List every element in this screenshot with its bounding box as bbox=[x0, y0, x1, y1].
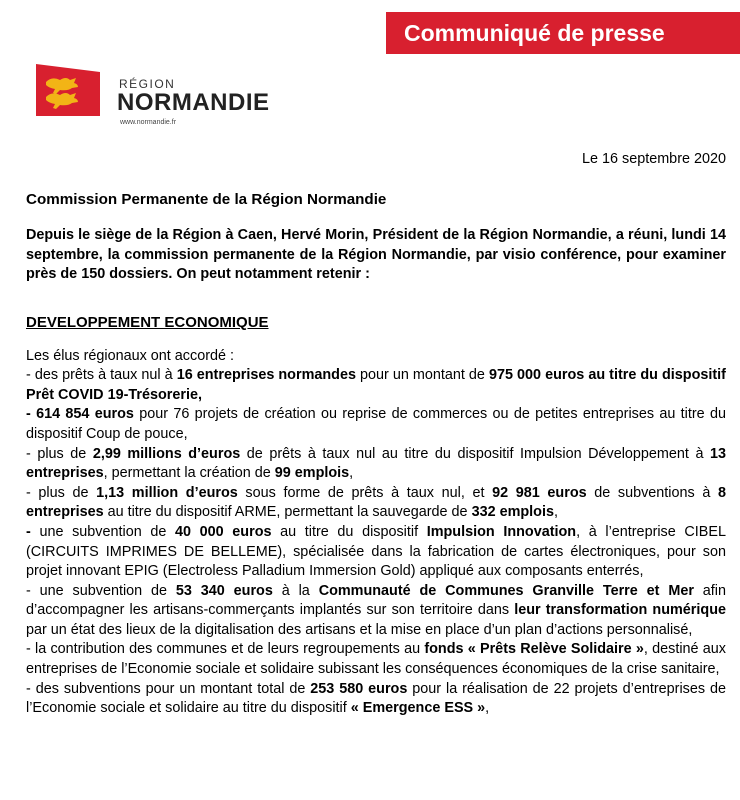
bold-text-run: 253 580 euros bbox=[310, 680, 408, 697]
bold-text-run: 1,13 million d’euros bbox=[96, 484, 238, 501]
text-run: - une subvention de bbox=[26, 582, 176, 599]
list-item bbox=[26, 484, 726, 523]
decision-list bbox=[26, 366, 726, 719]
logo-region-label: RÉGION bbox=[119, 77, 176, 91]
text-run: - plus de bbox=[26, 445, 93, 462]
list-item bbox=[26, 405, 726, 444]
bold-text-run: 16 entreprises normandes bbox=[176, 367, 356, 384]
lead-sentence: Les élus régionaux ont accordé : bbox=[26, 347, 234, 364]
text-run: pour la réalisation de 22 projets d’entreprises de l’Economie sociale et solidaire au titre du dispositif bbox=[26, 680, 726, 717]
text-run: au titre du dispositif bbox=[271, 523, 427, 540]
bold-text-run: 40 000 euros bbox=[175, 523, 272, 540]
list-item bbox=[26, 582, 726, 641]
text-run: une subvention de bbox=[39, 523, 175, 540]
banner-label: Communiqué de presse bbox=[404, 20, 665, 46]
text-run: , à l’entreprise CIBEL (CIRCUITS IMPRIMES DE BELLEME), spécialisée dans la fabrication de cartes électroniques, pour son projet innovant EPIG (Electroless Palladium Immersion Gold) appliqué aux composants enterrés, bbox=[26, 523, 726, 580]
bold-text-run: 92 981 euros bbox=[492, 484, 587, 501]
bold-text-run: 13 entreprises bbox=[26, 445, 727, 482]
text-run: , bbox=[349, 465, 354, 482]
text-run: de subventions à bbox=[586, 484, 718, 501]
bold-text-run: 8 entreprises bbox=[26, 484, 726, 521]
document-title: Commission Permanente de la Région Normandie bbox=[26, 190, 387, 208]
bold-text-run: Communauté de Communes Granville Terre et Mer bbox=[318, 582, 694, 599]
text-run: , bbox=[553, 504, 558, 521]
intro-paragraph: Depuis le siège de la Région à Caen, Hervé Morin, Président de la Région Normandie, a réuni, lundi 14 septembre, la commission permanente de la Région Normandie, par visio conférence, pour examiner près de 150 dossiers. On peut notamment retenir : bbox=[26, 227, 726, 283]
press-release-body bbox=[26, 150, 726, 719]
text-run: sous forme de prêts à taux nul, et bbox=[237, 484, 493, 501]
text-run: à la bbox=[272, 582, 319, 599]
bold-text-run: - bbox=[26, 523, 40, 540]
text-run: - plus de bbox=[26, 484, 97, 501]
text-run: - la contribution des communes et de leurs regroupements au bbox=[26, 641, 425, 658]
text-run: afin d’accompagner les artisans-commerçants implantés sur son territoire dans bbox=[26, 582, 726, 619]
bold-text-run: « Emergence ESS » bbox=[350, 700, 486, 717]
text-run: pour un montant de bbox=[355, 367, 489, 384]
bold-text-run: leur transformation numérique bbox=[514, 602, 726, 619]
bold-text-run: 975 000 euros au titre du dispositif Prêt COVID 19-Trésorerie, bbox=[26, 367, 726, 403]
section-heading: DEVELOPPEMENT ECONOMIQUE bbox=[26, 313, 269, 331]
text-run: pour 76 projets de création ou reprise de commerces ou de petites entreprises au titre du dispositif Coup de pouce, bbox=[26, 406, 726, 442]
bold-text-run: - 614 854 euros bbox=[26, 406, 134, 423]
bold-text-run: 332 emplois bbox=[471, 504, 554, 521]
text-run: , bbox=[485, 700, 490, 717]
text-run: - des subventions pour un montant total de bbox=[26, 680, 311, 697]
release-date: Le 16 septembre 2020 bbox=[581, 151, 726, 167]
text-run: , destiné aux entreprises de l’Economie sociale et solidaire subissant les conséquences économiques de la crise sanitaire, bbox=[26, 641, 726, 678]
text-run: au titre du dispositif ARME, permettant la sauvegarde de bbox=[103, 504, 472, 521]
list-item bbox=[26, 445, 726, 484]
text-run: par un état des lieux de la digitalisation des artisans et la mise en place d’un plan d’actions personnalisé, bbox=[26, 621, 693, 638]
text-run: de prêts à taux nul au titre du dispositif Impulsion Développement à bbox=[240, 445, 710, 462]
list-item bbox=[26, 523, 726, 582]
list-item bbox=[26, 680, 726, 719]
bold-text-run: 53 340 euros bbox=[175, 582, 273, 599]
text-run: - des prêts à taux nul à bbox=[26, 367, 177, 384]
list-item bbox=[26, 640, 726, 679]
bold-text-run: Impulsion Innovation bbox=[426, 523, 577, 540]
press-release-banner bbox=[386, 12, 740, 54]
bold-text-run: 2,99 millions d’euros bbox=[92, 445, 241, 462]
bold-text-run: fonds « Prêts Relève Solidaire » bbox=[424, 641, 644, 658]
logo-url: www.normandie.fr bbox=[120, 119, 177, 126]
text-run: , permettant la création de bbox=[103, 465, 275, 482]
logo-region-name: NORMANDIE bbox=[117, 89, 270, 116]
bold-text-run: 99 emplois bbox=[274, 465, 350, 482]
normandy-leopards-logo-icon bbox=[36, 64, 100, 116]
list-item bbox=[26, 366, 726, 405]
